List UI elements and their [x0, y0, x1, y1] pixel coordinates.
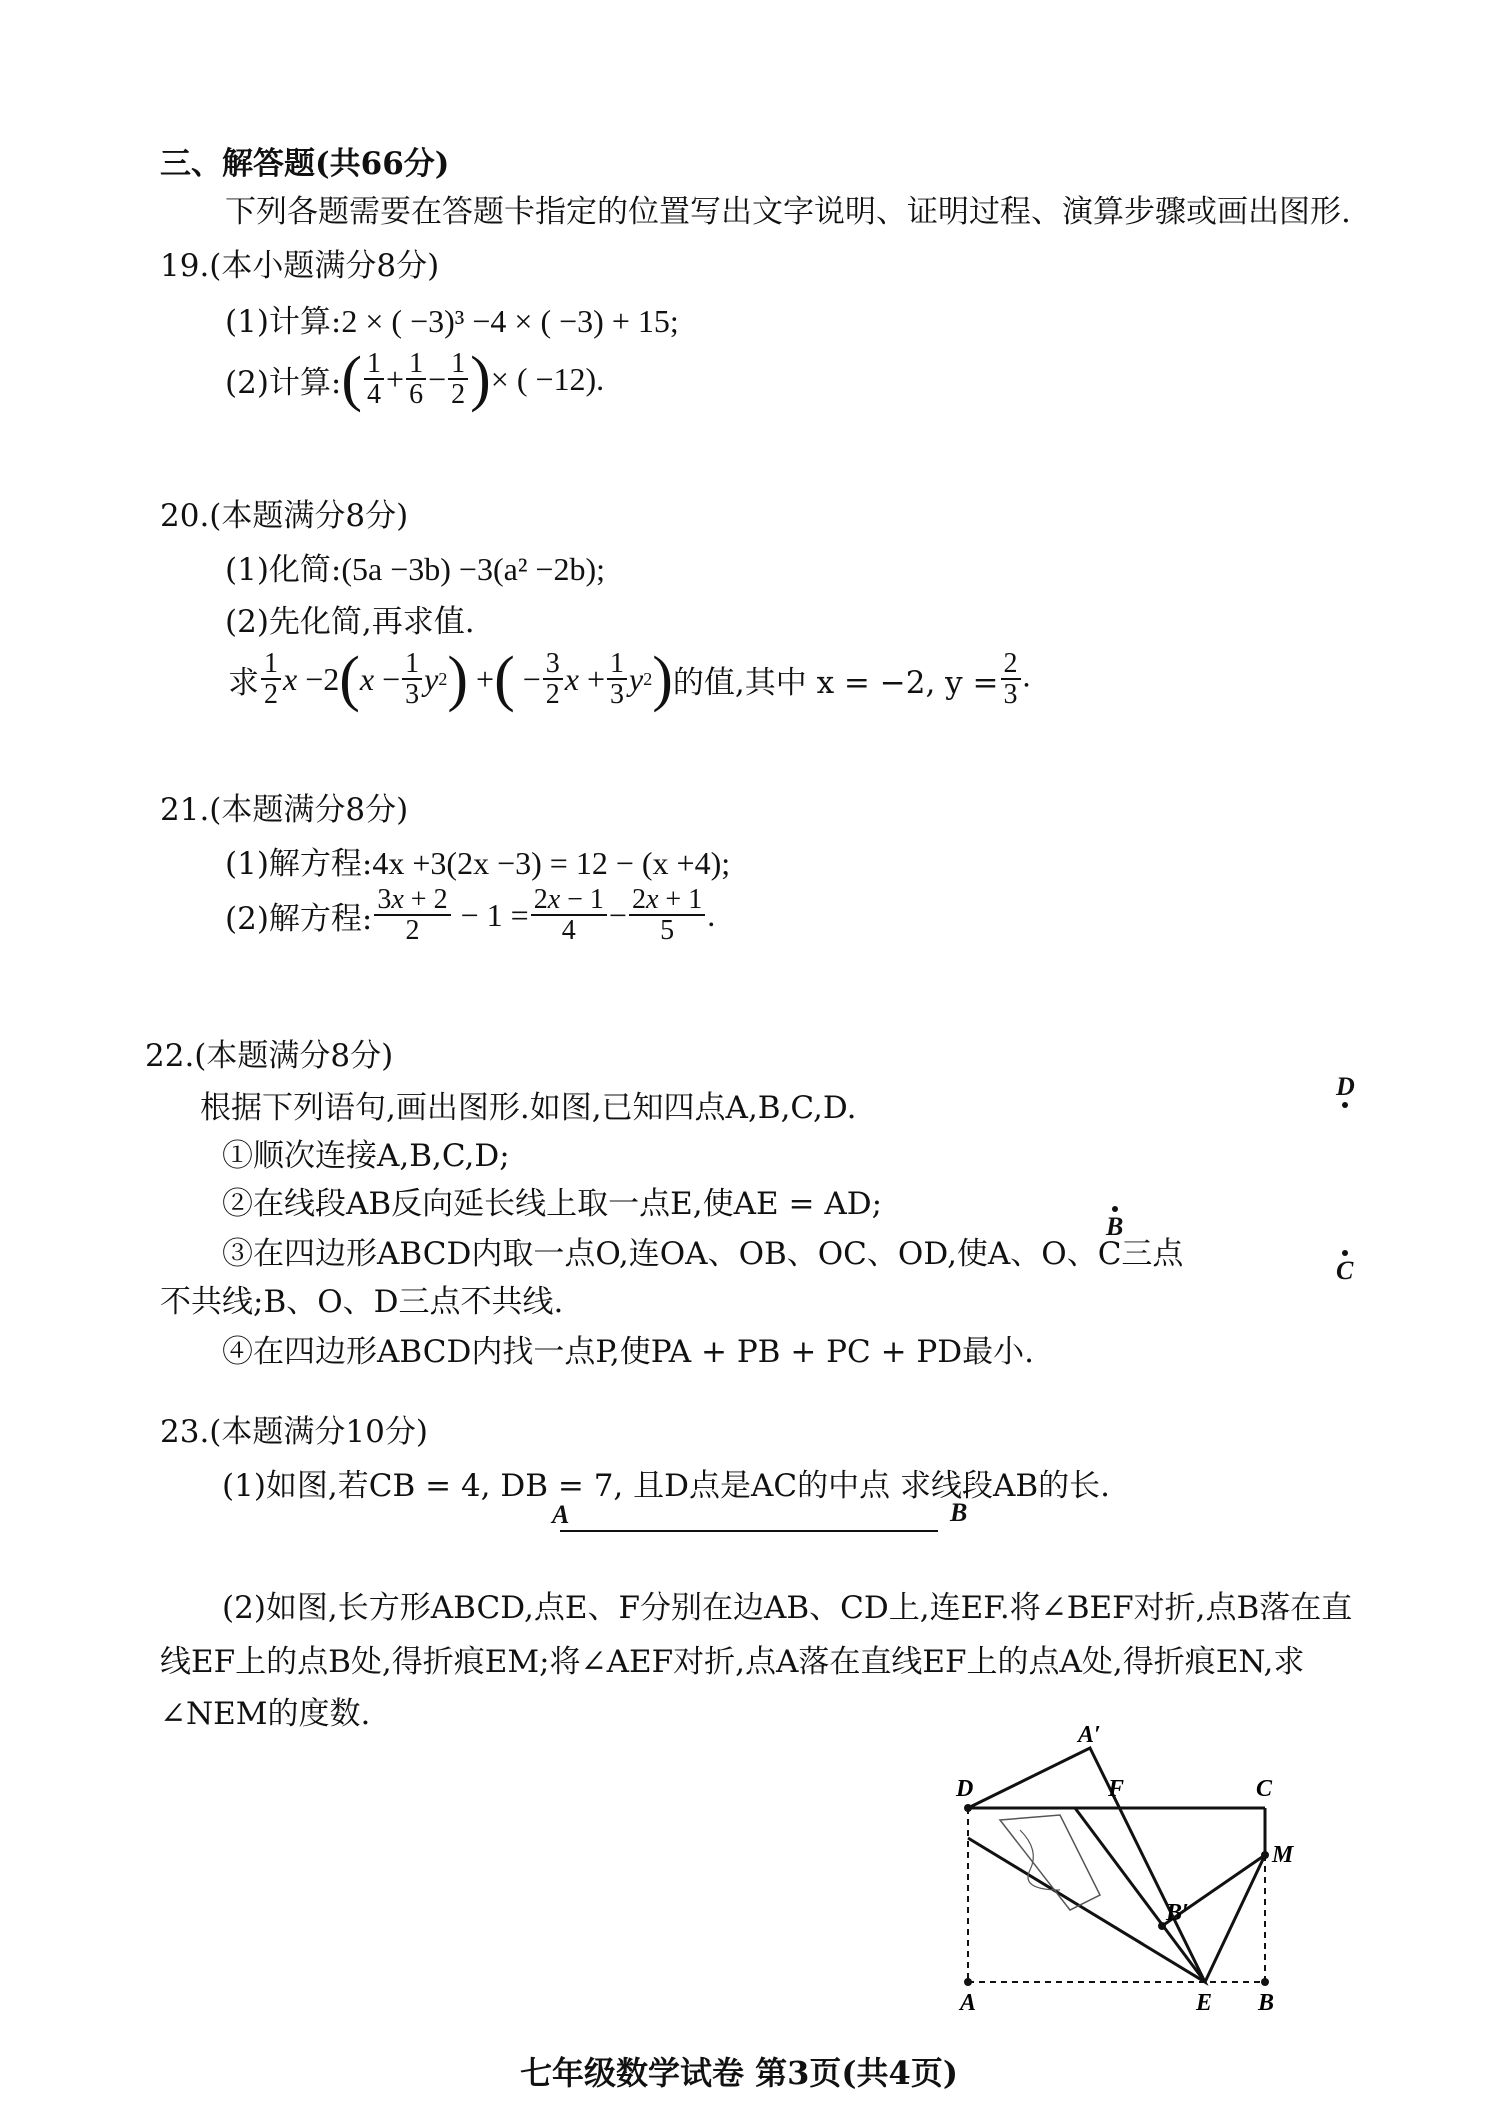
q19-part1 — [225, 296, 679, 341]
q22-step3b: 不共线;B、O、D三点不共线. — [160, 1284, 564, 1320]
section-instruction: 下列各题需要在答题卡指定的位置写出文字说明、证明过程、演算步骤或画出图形. — [225, 194, 1351, 230]
q22-header: 22.(本题满分8分) — [145, 1038, 394, 1074]
q22-step2: ②在线段AB反向延长线上取一点E,使AE = AD; — [222, 1186, 883, 1222]
q23-part2-line2: 线EF上的点B处,得折痕EM;将∠AEF对折,点A落在直线EF上的点A处,得折痕EN,求 — [160, 1644, 1305, 1680]
pt-a — [964, 1978, 972, 1986]
q20-part2-prefix: (2)先化简,再求值. — [225, 604, 475, 640]
q21-part1 — [225, 838, 730, 883]
q21-header: 21.(本题满分8分) — [160, 792, 409, 828]
q23-part1: (1)如图,若CB = 4, DB = 7, 且D点是AC的中点 求线段AB的长. — [222, 1468, 1110, 1504]
q22-step3a: ③在四边形ABCD内取一点O,连OA、OB、OC、OD,使A、O、C三点 — [222, 1236, 1184, 1272]
q22-point-b — [1106, 1206, 1123, 1242]
page-footer: 七年级数学试卷 第3页(共4页) — [520, 2054, 958, 2092]
q23-segment-figure — [550, 1498, 970, 1548]
lbl-a: A — [960, 1990, 977, 2016]
lbl-e: E — [1196, 1990, 1213, 2016]
q19-part2 — [225, 345, 605, 413]
lbl-m: M — [1272, 1842, 1294, 1868]
fold-triangle — [968, 1748, 1205, 1982]
q23-seg-label-a: A — [552, 1500, 570, 1529]
q21-part2-prefix: (2)解方程: — [225, 900, 373, 937]
q20-lead: 求 — [228, 664, 259, 701]
fold-ef — [1075, 1808, 1205, 1982]
q20-tail: 的值,其中 x = −2, y = — [672, 664, 999, 701]
q22-intro: 根据下列语句,画出图形.如图,已知四点A,B,C,D. — [200, 1090, 857, 1126]
lbl-f: F — [1108, 1776, 1125, 1802]
lbl-d: D — [956, 1776, 974, 1802]
q23-part2-line3: ∠NEM的度数. — [160, 1696, 371, 1732]
q23-fold-figure — [940, 1720, 1320, 2020]
fold-shading — [1000, 1815, 1100, 1910]
lbl-b: B — [1258, 1990, 1275, 2016]
q19-part1-prefix: (1)计算: — [225, 304, 342, 340]
q19-header: 19.(本小题满分8分) — [160, 248, 440, 284]
q19-part1-expr: 2 × ( −3)³ −4 × ( −3) + 15; — [341, 303, 679, 339]
pt-b-prime — [1158, 1922, 1166, 1930]
lbl-c: C — [1256, 1776, 1273, 1802]
q20-part2-expr: 求 $\frac{1}{2}$ x −2 ( x − $\frac{1}{3}$ y 2 ) + ( − $\frac{3}{2}$ x + $\frac{1}{3}$ y 2 ) 的值,其中 x = −2, y = $\frac{2}{3}$ . — [228, 645, 1031, 713]
section-title: 三、解答题(共66分) — [160, 146, 450, 182]
q21-part2-expr: $\frac{3x + 2}{2}$ − 1 = $\frac{2x - 1}{4}$ − $\frac{2x + 1}{5}$ . — [372, 885, 715, 946]
q21-part1-prefix: (1)解方程: — [225, 846, 373, 882]
lbl-a-prime: A′ — [1078, 1722, 1101, 1748]
q22-point-b-label: B — [1106, 1212, 1124, 1241]
q20-part1-prefix: (1)化简: — [225, 552, 342, 588]
q22-step1: ①顺次连接A,B,C,D; — [222, 1138, 510, 1174]
lbl-b-prime: B′ — [1166, 1900, 1189, 1926]
q20-part1-expr: (5a −3b) −3(a² −2b); — [341, 551, 606, 587]
q22-point-d-label: D — [1336, 1072, 1355, 1101]
q23-seg-label-b: B — [950, 1498, 968, 1527]
q22-point-c-label: C — [1336, 1256, 1354, 1285]
pt-b — [1261, 1978, 1269, 1986]
q20-header: 20.(本题满分8分) — [160, 498, 409, 534]
q22-point-c — [1336, 1250, 1353, 1286]
q23-segment-line — [560, 1530, 938, 1532]
q20-part1 — [225, 544, 605, 589]
q21-part2 — [225, 885, 715, 946]
q23-part2-line1: (2)如图,长方形ABCD,点E、F分别在边AB、CD上,连EF.将∠BEF对折,点B落在直 — [222, 1590, 1353, 1626]
q23-header: 23.(本题满分10分) — [160, 1414, 428, 1450]
pt-m — [1261, 1851, 1269, 1859]
q19-part2-expr: ( $\frac{1}{4}$ + $\frac{1}{6}$ − $\frac{1}{2}$ ) — [341, 345, 491, 413]
q19-part2-tail: × ( −12). — [490, 360, 605, 397]
pt-d — [964, 1804, 972, 1812]
q22-point-d — [1336, 1072, 1355, 1108]
q22-step4: ④在四边形ABCD内找一点P,使PA + PB + PC + PD最小. — [222, 1334, 1034, 1370]
q21-part1-expr: 4x +3(2x −3) = 12 − (x +4); — [372, 845, 731, 881]
q19-part2-prefix: (2)计算: — [225, 364, 342, 401]
